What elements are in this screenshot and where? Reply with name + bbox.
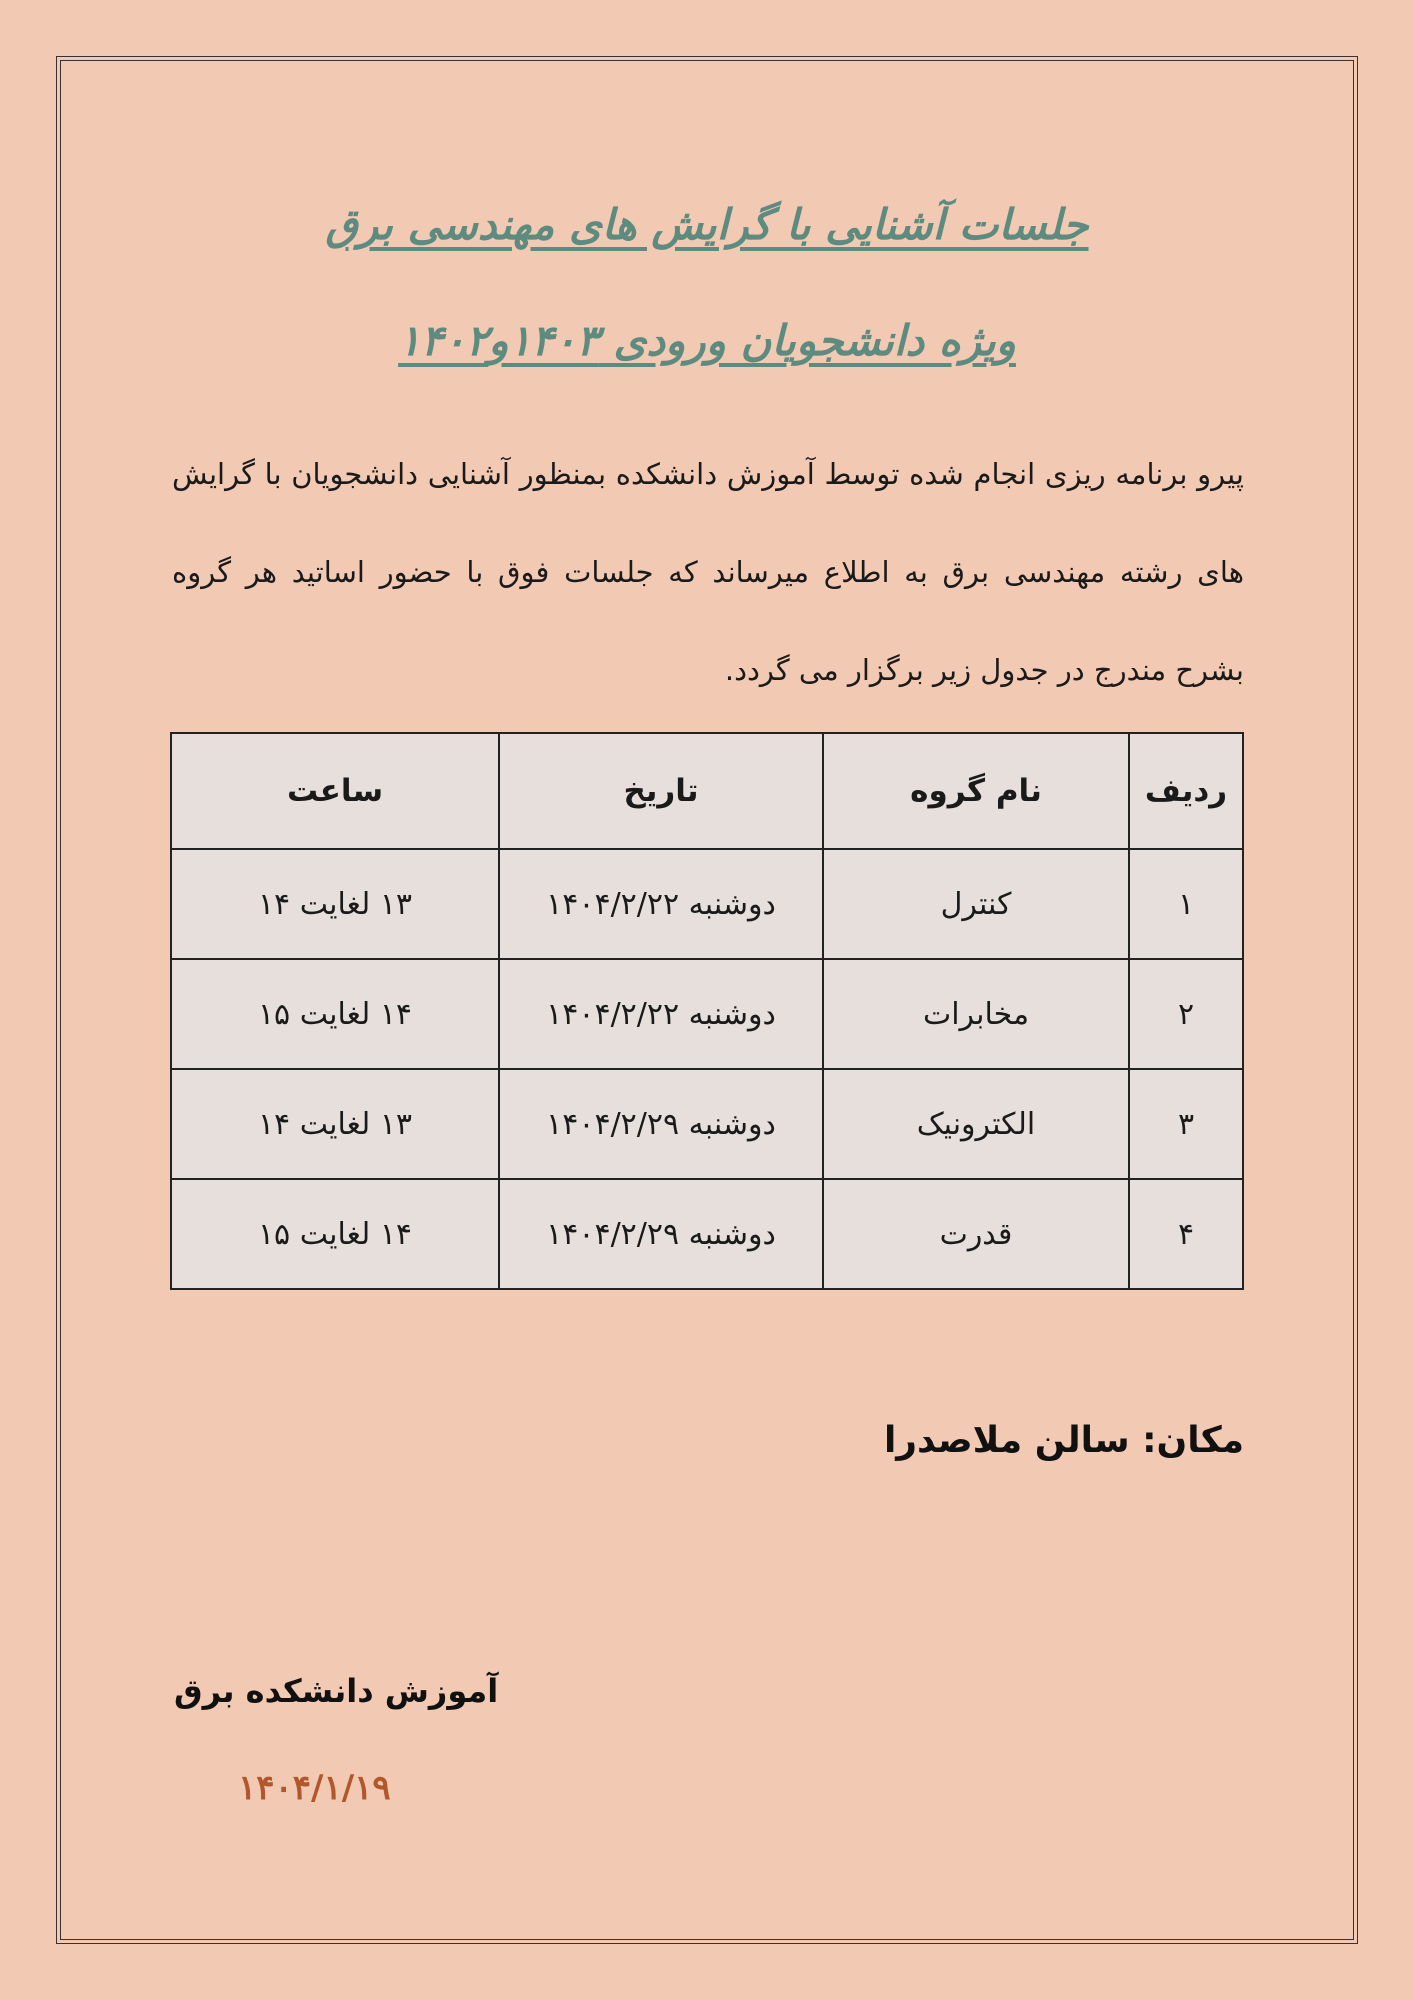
cell-group-name: مخابرات (823, 959, 1129, 1069)
signature-department: آموزش دانشکده برق (174, 1672, 499, 1710)
cell-row-number: ۲ (1129, 959, 1243, 1069)
cell-row-number: ۴ (1129, 1179, 1243, 1289)
table-row (171, 849, 1243, 959)
cell-time: ۱۳ لغایت ۱۴ (171, 1069, 499, 1179)
header-row-number: ردیف (1129, 733, 1243, 849)
cell-row-number: ۳ (1129, 1069, 1243, 1179)
cell-row-number: ۱ (1129, 849, 1243, 959)
cell-group-name: الکترونیک (823, 1069, 1129, 1179)
cell-group-name: قدرت (823, 1179, 1129, 1289)
cell-date: دوشنبه ۱۴۰۴/۲/۲۹ (499, 1069, 823, 1179)
cell-group-name: کنترل (823, 849, 1129, 959)
table-row (171, 1179, 1243, 1289)
cell-date: دوشنبه ۱۴۰۴/۲/۲۲ (499, 959, 823, 1069)
header-date: تاریخ (499, 733, 823, 849)
cell-date: دوشنبه ۱۴۰۴/۲/۲۹ (499, 1179, 823, 1289)
header-group-name: نام گروه (823, 733, 1129, 849)
cell-time: ۱۴ لغایت ۱۵ (171, 1179, 499, 1289)
cell-date: دوشنبه ۱۴۰۴/۲/۲۲ (499, 849, 823, 959)
table-header-row (171, 733, 1243, 849)
cell-time: ۱۴ لغایت ۱۵ (171, 959, 499, 1069)
title-line-1: جلسات آشنایی با گرایش های مهندسی برق (325, 200, 1089, 249)
document-date: ۱۴۰۴/۱/۱۹ (238, 1768, 391, 1808)
schedule-table (170, 732, 1244, 1290)
announcement-paragraph: پیرو برنامه ریزی انجام شده توسط آموزش دانشکده بمنظور آشنایی دانشجویان با گرایش های رشته مهندسی برق به اطلاع میرساند که جلسات فوق با حضور اساتید هر گروه بشرح مندرج در جدول زیر برگزار می گردد. (172, 457, 1244, 687)
location-label: مکان: سالن ملاصدرا (883, 1420, 1244, 1461)
table-row (171, 959, 1243, 1069)
table-row (171, 1069, 1243, 1179)
title-line-2: ویژه دانشجویان ورودی ۱۴۰۳و۱۴۰۲ (398, 316, 1016, 365)
cell-time: ۱۳ لغایت ۱۴ (171, 849, 499, 959)
header-time: ساعت (171, 733, 499, 849)
